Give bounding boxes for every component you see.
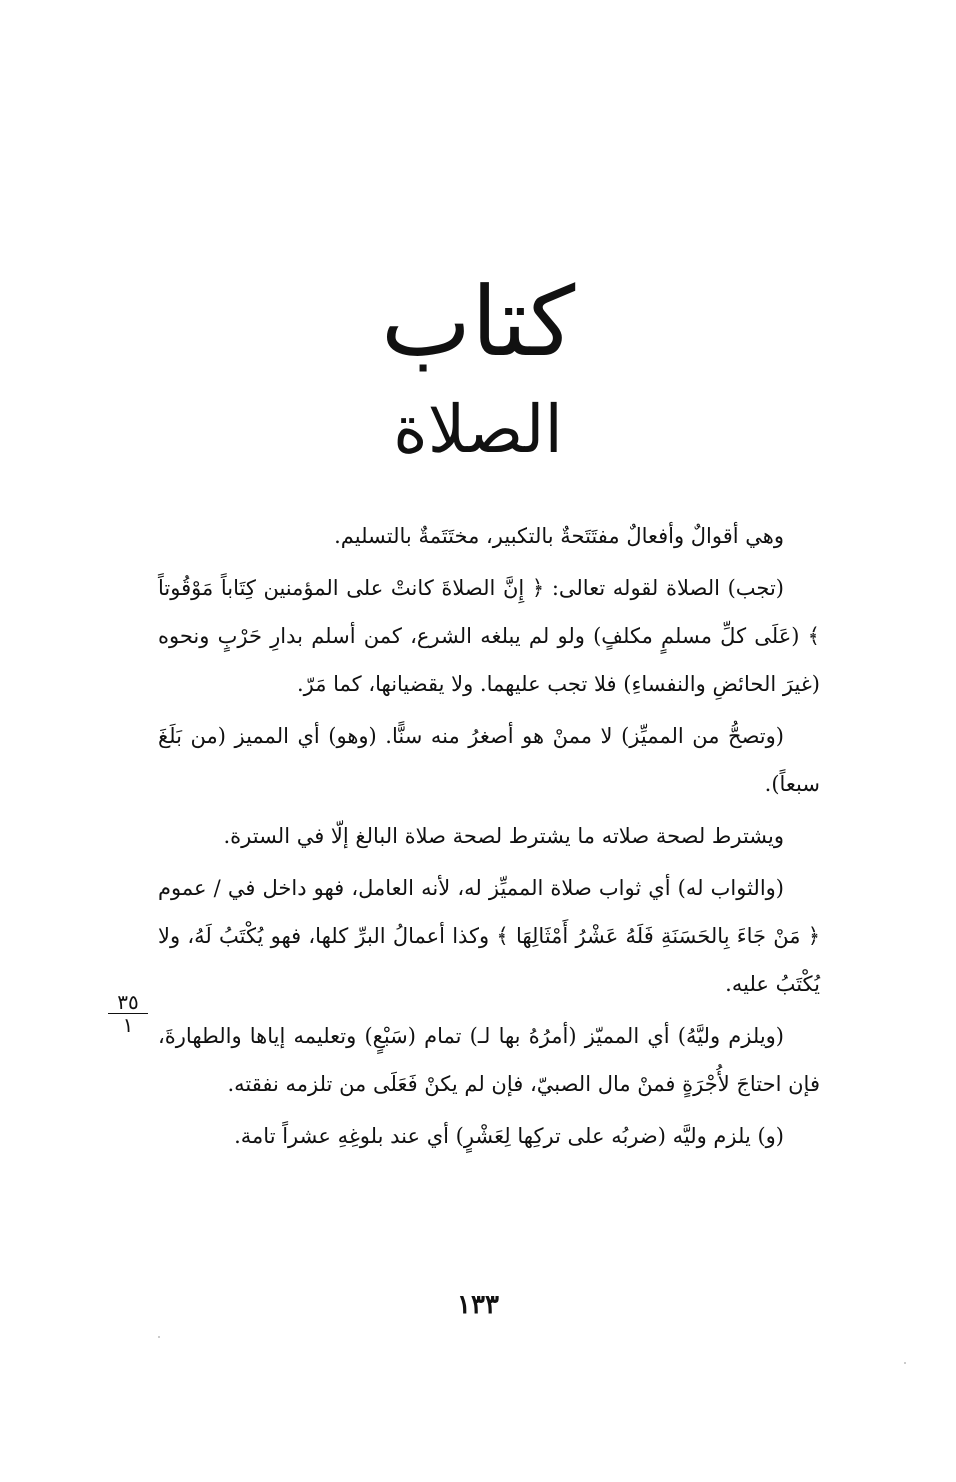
paragraph-guardian-duty: (ويلزم وليَّهُ) أي المميّز (أمرُهُ بها لـ) تمام (سَبْعٍ) وتعليمه إياها والطهارةَ، فإن احتاجَ لأُجْرَةٍ فمنْ مال الصبيّ، فإن لم يكنْ فَعَلَى من تلزمه نفقته. — [158, 1024, 820, 1096]
paragraph-discipline: (و) يلزم وليَّه (ضربُه على تركِها لِعَشْرٍ) أي عند بلوغِهِ عشراً تامة. — [234, 1124, 784, 1148]
book-title-line-1: كتاب — [380, 266, 576, 378]
paragraph-conditions: ويشترط لصحة صلاته ما يشترط لصحة صلاة البالغ إلّا في السترة. — [223, 824, 784, 848]
margin-folio-side: ١ — [122, 1013, 134, 1037]
paragraph-definition: وهي أقوالٌ وأفعالٌ مفتَتَحةٌ بالتكبير، مختَتَمةٌ بالتسليم. — [334, 524, 784, 548]
paragraph-discerning-child: (وتصحُّ من المميِّز) لا ممنْ هو أصغرُ منه سنًّا. (وهو) أي المميز (من بَلَغَ سبعاً). — [158, 724, 820, 796]
paragraph-obligation: (تجب) الصلاة لقوله تعالى: ﴿ إِنَّ الصلاةَ كانتْ على المؤمنين كِتَاباً مَوْقُوتاً ﴾ (عَلَى كلِّ مسلمٍ مكلفٍ) ولو لم يبلغه الشرع، كمن أسلم بدارِ حَرْبٍ ونحوه (غيرَ الحائضِ والنفساءِ) فلا تجب عليهما. ولا يقضيانها، كما مَرّ. — [158, 576, 820, 696]
book-title-line-2: الصلاة — [393, 391, 563, 468]
paragraph-reward: (والثواب له) أي ثواب صلاة المميِّز له، لأنه العامل، فهو داخل في / عموم ﴿ مَنْ جَاءَ بِالحَسَنَةِ فَلَهُ عَشْرُ أَمْثَالِهَا ﴾ وكذا أعمالُ البرِّ كلها، فهو يُكْتَبُ لَهُ، ولا يُكْتَبُ عليه. — [158, 876, 820, 996]
body-text — [158, 512, 820, 1164]
scan-speck — [158, 1336, 160, 1338]
page-number: ١٣٣ — [457, 1290, 499, 1320]
margin-folio-number: ٣٥ — [108, 992, 148, 1014]
scan-speck — [904, 1362, 906, 1364]
margin-folio-reference — [108, 992, 148, 1035]
